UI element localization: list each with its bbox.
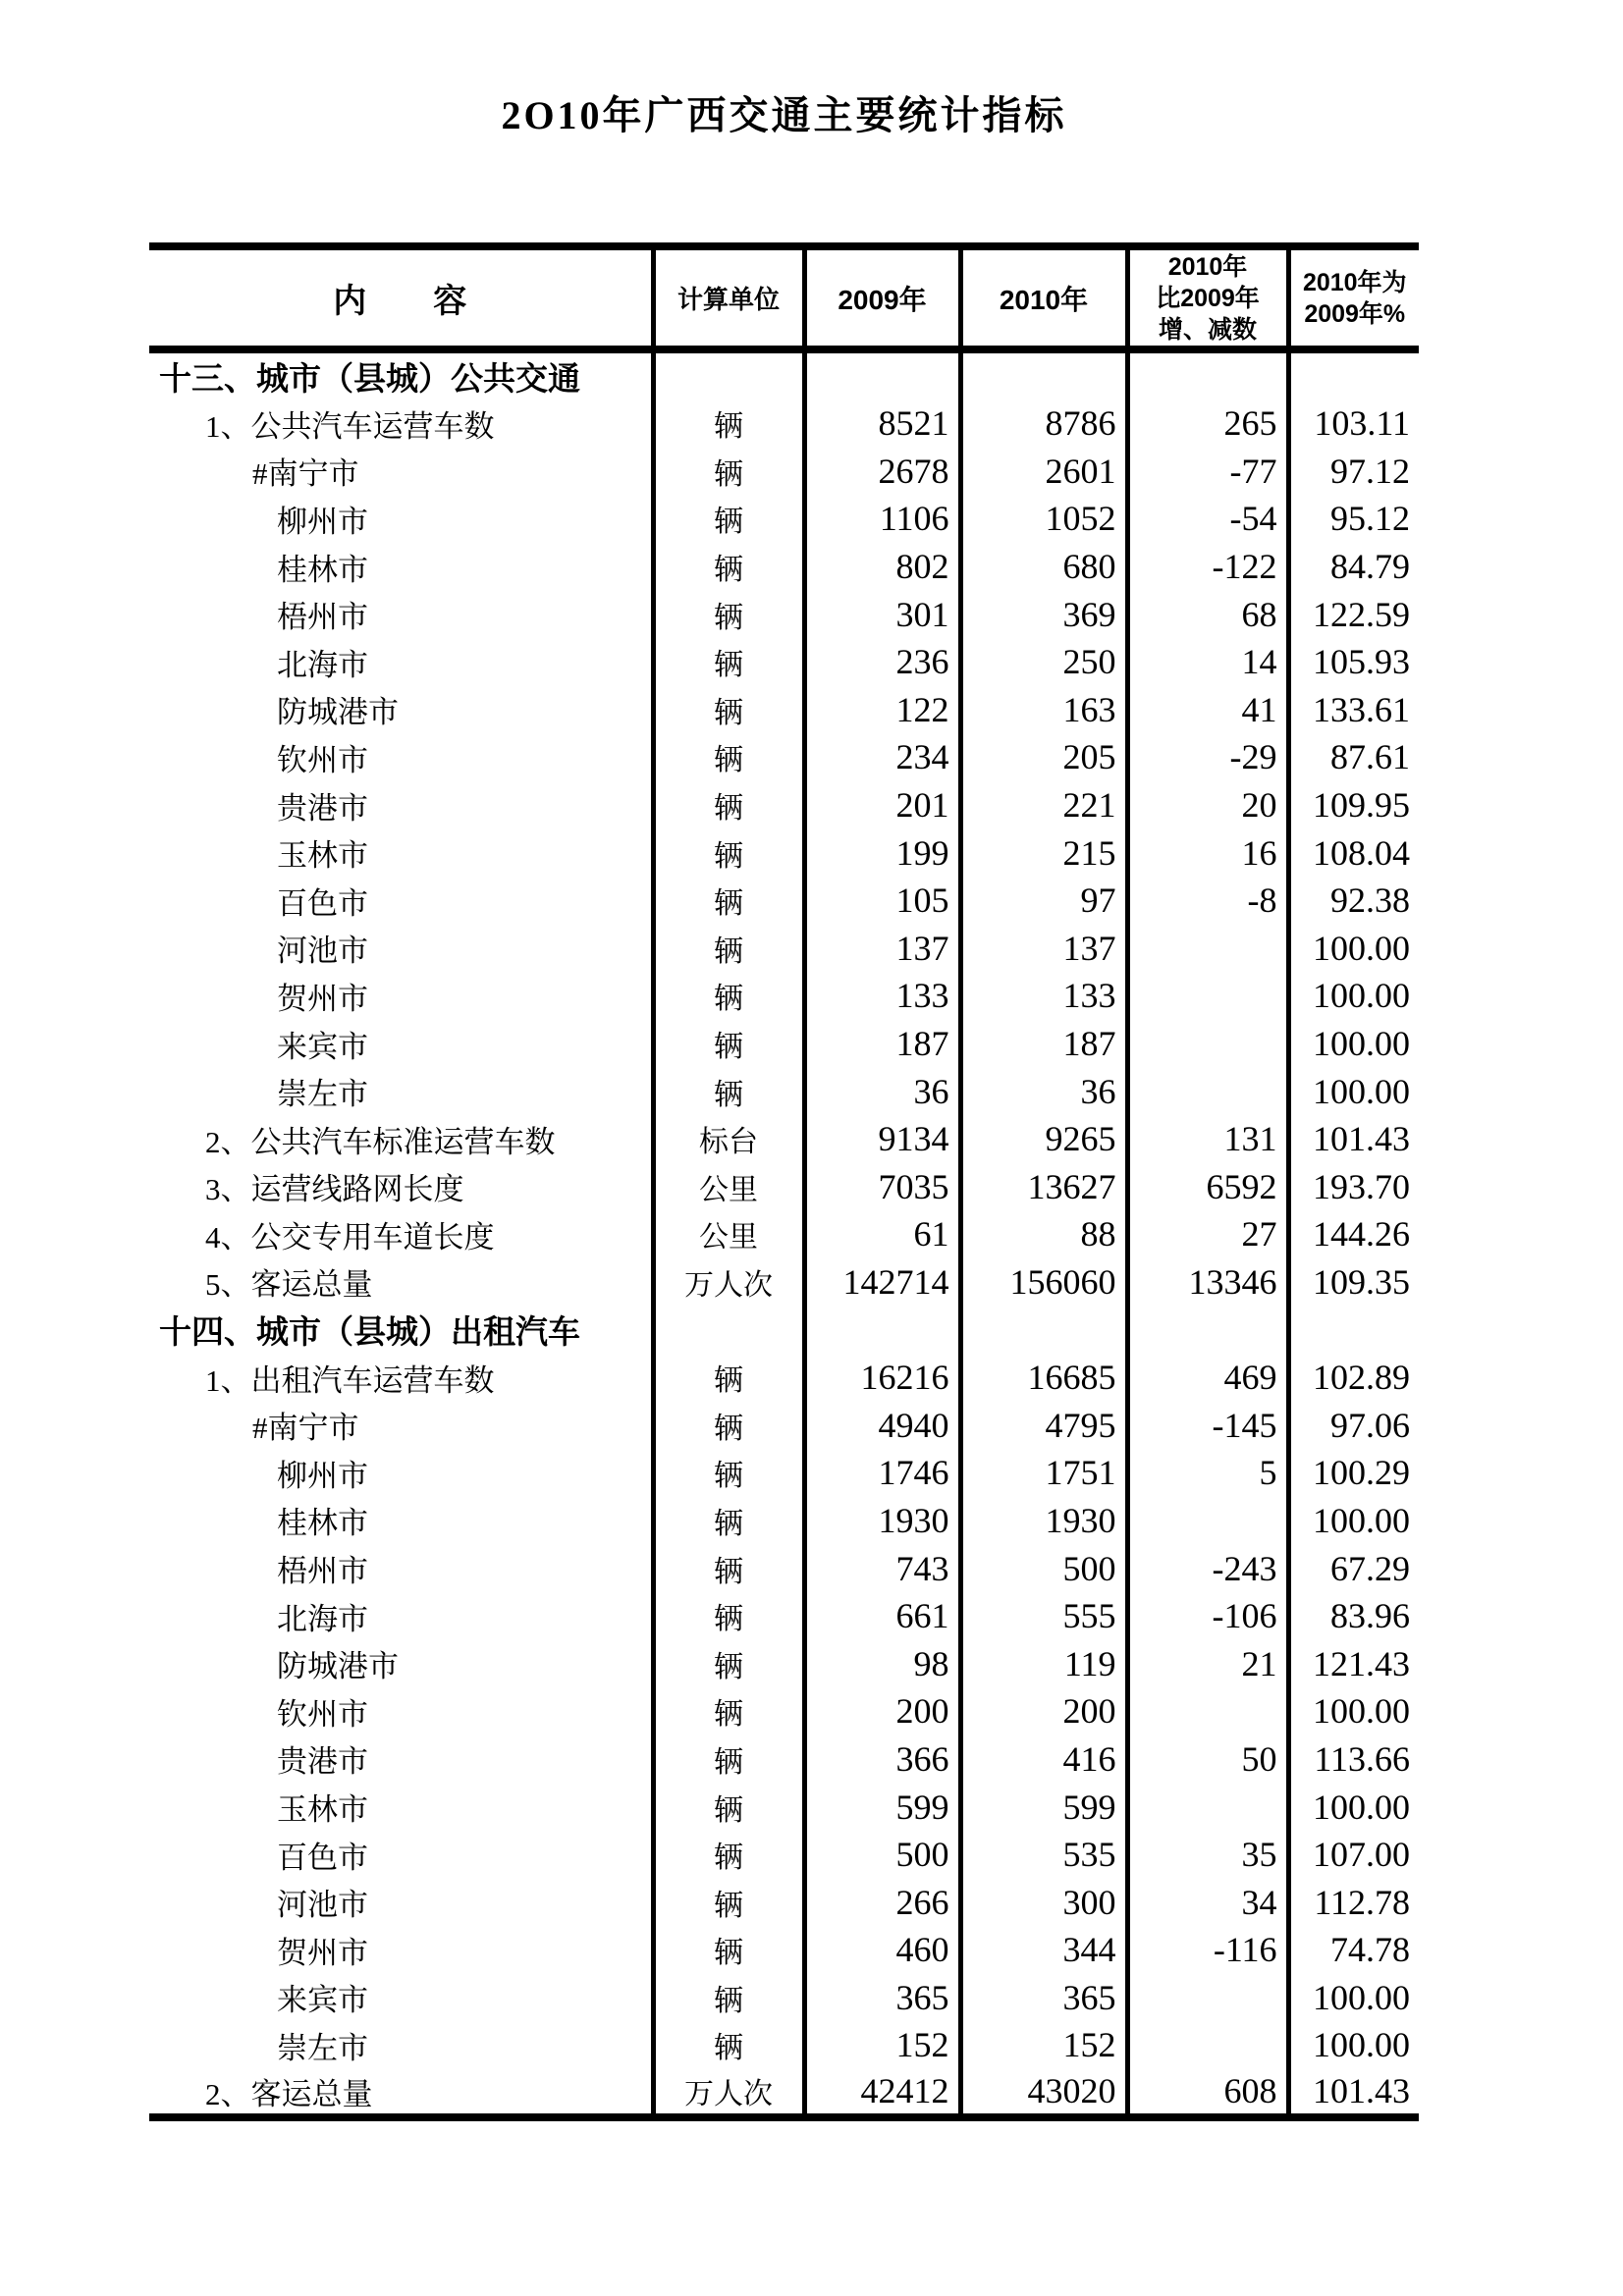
pct-cell: 109.35 — [1288, 1258, 1419, 1307]
pct-cell: 112.78 — [1288, 1878, 1419, 1926]
diff-cell: 16 — [1127, 828, 1288, 877]
y2010-cell: 200 — [960, 1687, 1127, 1735]
unit-cell: 辆 — [653, 972, 804, 1020]
header-row — [149, 246, 1419, 349]
table-row — [149, 495, 1419, 543]
y2010-cell: 205 — [960, 733, 1127, 781]
table-row — [149, 1592, 1419, 1640]
y2009-cell: 199 — [804, 828, 960, 877]
y2010-cell: 88 — [960, 1210, 1127, 1258]
unit-cell: 辆 — [653, 1974, 804, 2022]
table-row — [149, 2069, 1419, 2117]
header-diff — [1127, 246, 1288, 349]
table-row — [149, 1115, 1419, 1163]
unit-cell: 辆 — [653, 1449, 804, 1497]
y2010-cell: 2601 — [960, 448, 1127, 496]
pct-cell: 144.26 — [1288, 1210, 1419, 1258]
unit-cell: 辆 — [653, 638, 804, 686]
row-label-cell: 来宾市 — [277, 1983, 368, 2018]
diff-cell — [1127, 2021, 1288, 2069]
y2010-cell: 535 — [960, 1831, 1127, 1879]
y2009-cell: 802 — [804, 543, 960, 591]
table-row — [149, 1258, 1419, 1307]
diff-cell: 41 — [1127, 686, 1288, 734]
y2010-cell: 97 — [960, 877, 1127, 925]
row-label-cell: 梧州市 — [277, 1554, 368, 1589]
row-label-cell: 十四、城市（县城）出租汽车 — [159, 1313, 580, 1351]
diff-cell: 608 — [1127, 2069, 1288, 2117]
y2009-cell: 661 — [804, 1592, 960, 1640]
pct-cell: 100.00 — [1288, 2021, 1419, 2069]
unit-cell: 辆 — [653, 1354, 804, 1402]
unit-cell: 辆 — [653, 495, 804, 543]
y2009-cell: 1930 — [804, 1497, 960, 1545]
unit-cell: 标台 — [653, 1115, 804, 1163]
y2010-cell: 119 — [960, 1639, 1127, 1687]
diff-cell: 6592 — [1127, 1163, 1288, 1211]
diff-cell: -106 — [1127, 1592, 1288, 1640]
unit-cell: 公里 — [653, 1163, 804, 1211]
y2010-cell — [960, 1306, 1127, 1354]
header-2010: 2010年 — [960, 246, 1127, 349]
pct-cell: 83.96 — [1288, 1592, 1419, 1640]
y2009-cell: 365 — [804, 1974, 960, 2022]
y2009-cell: 201 — [804, 781, 960, 829]
y2009-cell: 234 — [804, 733, 960, 781]
unit-cell: 辆 — [653, 448, 804, 496]
pct-cell: 97.06 — [1288, 1401, 1419, 1449]
table-row — [149, 2021, 1419, 2069]
y2009-cell: 137 — [804, 925, 960, 973]
y2009-cell: 1106 — [804, 495, 960, 543]
row-label-cell: 2、客运总量 — [205, 2076, 373, 2111]
y2009-cell: 7035 — [804, 1163, 960, 1211]
diff-cell: -122 — [1127, 543, 1288, 591]
y2010-cell: 4795 — [960, 1401, 1127, 1449]
y2010-cell: 9265 — [960, 1115, 1127, 1163]
unit-cell: 辆 — [653, 400, 804, 448]
unit-cell — [653, 349, 804, 400]
table-row — [149, 1831, 1419, 1879]
pct-cell: 100.00 — [1288, 925, 1419, 973]
y2010-cell: 36 — [960, 1067, 1127, 1115]
header-pct-line: 2009年% — [1304, 299, 1406, 328]
pct-cell: 107.00 — [1288, 1831, 1419, 1879]
row-label-cell: 河池市 — [277, 934, 368, 969]
y2010-cell: 416 — [960, 1735, 1127, 1784]
row-label-cell: 贵港市 — [277, 1744, 368, 1780]
y2010-cell: 300 — [960, 1878, 1127, 1926]
pct-cell: 100.00 — [1288, 1974, 1419, 2022]
diff-cell: 265 — [1127, 400, 1288, 448]
row-label-cell: 来宾市 — [277, 1029, 368, 1064]
y2009-cell: 500 — [804, 1831, 960, 1879]
pct-cell: 121.43 — [1288, 1639, 1419, 1687]
diff-cell — [1127, 1306, 1288, 1354]
table-row — [149, 1449, 1419, 1497]
diff-cell: 27 — [1127, 1210, 1288, 1258]
y2010-cell: 13627 — [960, 1163, 1127, 1211]
y2010-cell: 500 — [960, 1544, 1127, 1592]
diff-cell: -29 — [1127, 733, 1288, 781]
pct-cell: 100.00 — [1288, 1687, 1419, 1735]
table-row — [149, 1878, 1419, 1926]
row-label-cell: 1、公共汽车运营车数 — [205, 408, 495, 444]
table-row — [149, 1544, 1419, 1592]
pct-cell: 108.04 — [1288, 828, 1419, 877]
pct-cell: 122.59 — [1288, 590, 1419, 638]
unit-cell: 辆 — [653, 1783, 804, 1831]
diff-cell: 5 — [1127, 1449, 1288, 1497]
row-label-cell: 柳州市 — [277, 1458, 368, 1493]
table-header — [149, 246, 1419, 349]
unit-cell: 辆 — [653, 1497, 804, 1545]
y2010-cell: 156060 — [960, 1258, 1127, 1307]
unit-cell: 辆 — [653, 877, 804, 925]
pct-cell: 92.38 — [1288, 877, 1419, 925]
row-label-cell: 贵港市 — [277, 790, 368, 826]
pct-cell: 133.61 — [1288, 686, 1419, 734]
row-label-cell: 钦州市 — [277, 1696, 368, 1732]
pct-cell: 105.93 — [1288, 638, 1419, 686]
unit-cell: 辆 — [653, 543, 804, 591]
header-diff-line: 增、减数 — [1158, 315, 1257, 344]
y2009-cell: 266 — [804, 1878, 960, 1926]
table-row — [149, 1401, 1419, 1449]
table-row — [149, 733, 1419, 781]
y2010-cell: 137 — [960, 925, 1127, 973]
y2009-cell: 743 — [804, 1544, 960, 1592]
pct-cell: 100.00 — [1288, 1020, 1419, 1068]
unit-cell: 辆 — [653, 1926, 804, 1974]
page-title: 2O10年广西交通主要统计指标 — [501, 93, 1067, 137]
diff-cell: 13346 — [1127, 1258, 1288, 1307]
row-label-cell: 百色市 — [277, 1840, 368, 1875]
pct-cell: 74.78 — [1288, 1926, 1419, 1974]
section-row — [149, 349, 1419, 400]
row-label-cell: 北海市 — [277, 647, 368, 682]
row-label-cell: 十三、城市（县城）公共交通 — [159, 360, 580, 397]
table-row — [149, 543, 1419, 591]
y2009-cell: 42412 — [804, 2069, 960, 2117]
pct-cell: 109.95 — [1288, 781, 1419, 829]
pct-cell: 101.43 — [1288, 2069, 1419, 2117]
unit-cell: 辆 — [653, 1831, 804, 1879]
pct-cell: 100.00 — [1288, 1497, 1419, 1545]
header-content: 内 容 — [149, 246, 653, 349]
row-label-cell: 玉林市 — [277, 1792, 368, 1828]
pct-cell: 103.11 — [1288, 400, 1419, 448]
diff-cell — [1127, 1974, 1288, 2022]
table-row — [149, 1974, 1419, 2022]
y2009-cell — [804, 349, 960, 400]
header-pct — [1288, 246, 1419, 349]
statistics-table — [149, 242, 1419, 2121]
header-pct-line: 2010年为 — [1302, 268, 1407, 296]
table-row — [149, 400, 1419, 448]
diff-cell: 131 — [1127, 1115, 1288, 1163]
y2009-cell: 187 — [804, 1020, 960, 1068]
y2009-cell — [804, 1306, 960, 1354]
header-unit: 计算单位 — [653, 246, 804, 349]
pct-cell: 100.00 — [1288, 972, 1419, 1020]
diff-cell: 68 — [1127, 590, 1288, 638]
pct-cell — [1288, 1306, 1419, 1354]
table-row — [149, 828, 1419, 877]
header-diff-line: 比2009年 — [1156, 284, 1260, 312]
table-row — [149, 1926, 1419, 1974]
table-row — [149, 1735, 1419, 1784]
table-row — [149, 972, 1419, 1020]
pct-cell: 67.29 — [1288, 1544, 1419, 1592]
pct-cell — [1288, 349, 1419, 400]
diff-cell: 14 — [1127, 638, 1288, 686]
y2009-cell: 105 — [804, 877, 960, 925]
pct-cell: 101.43 — [1288, 1115, 1419, 1163]
unit-cell: 辆 — [653, 1592, 804, 1640]
row-label-cell: 百色市 — [277, 885, 368, 921]
diff-cell: -54 — [1127, 495, 1288, 543]
y2009-cell: 142714 — [804, 1258, 960, 1307]
table-row — [149, 1210, 1419, 1258]
row-label-cell: 1、出租汽车运营车数 — [205, 1362, 495, 1398]
y2010-cell: 133 — [960, 972, 1127, 1020]
table-body — [149, 349, 1419, 2117]
unit-cell: 万人次 — [653, 1258, 804, 1307]
row-label-cell: 5、客运总量 — [205, 1267, 373, 1303]
row-label-cell: 北海市 — [277, 1601, 368, 1636]
diff-cell: -116 — [1127, 1926, 1288, 1974]
y2009-cell: 8521 — [804, 400, 960, 448]
unit-cell: 辆 — [653, 1639, 804, 1687]
table-row — [149, 781, 1419, 829]
unit-cell: 辆 — [653, 1020, 804, 1068]
pct-cell: 100.29 — [1288, 1449, 1419, 1497]
diff-cell — [1127, 1067, 1288, 1115]
row-label-cell: 河池市 — [277, 1888, 368, 1923]
row-label-cell: 3、运营线路网长度 — [205, 1172, 464, 1207]
row-label-cell: #南宁市 — [252, 1411, 359, 1446]
y2010-cell: 1751 — [960, 1449, 1127, 1497]
table-row — [149, 877, 1419, 925]
y2009-cell: 4940 — [804, 1401, 960, 1449]
table-row — [149, 448, 1419, 496]
row-label-cell: 贺州市 — [277, 1935, 368, 1970]
unit-cell: 辆 — [653, 1735, 804, 1784]
pct-cell: 100.00 — [1288, 1067, 1419, 1115]
y2009-cell: 133 — [804, 972, 960, 1020]
y2009-cell: 2678 — [804, 448, 960, 496]
y2010-cell: 250 — [960, 638, 1127, 686]
row-label-cell: 崇左市 — [277, 1077, 368, 1112]
y2009-cell: 122 — [804, 686, 960, 734]
table-row — [149, 1163, 1419, 1211]
table-row — [149, 925, 1419, 973]
diff-cell: -145 — [1127, 1401, 1288, 1449]
y2010-cell: 599 — [960, 1783, 1127, 1831]
row-label-cell: 玉林市 — [277, 838, 368, 874]
diff-cell — [1127, 349, 1288, 400]
diff-cell: -243 — [1127, 1544, 1288, 1592]
y2010-cell: 215 — [960, 828, 1127, 877]
y2010-cell: 369 — [960, 590, 1127, 638]
unit-cell: 辆 — [653, 781, 804, 829]
table-row — [149, 1067, 1419, 1115]
y2010-cell: 16685 — [960, 1354, 1127, 1402]
y2009-cell: 61 — [804, 1210, 960, 1258]
table-row — [149, 1639, 1419, 1687]
y2010-cell: 187 — [960, 1020, 1127, 1068]
y2010-cell: 1930 — [960, 1497, 1127, 1545]
unit-cell: 公里 — [653, 1210, 804, 1258]
y2009-cell: 98 — [804, 1639, 960, 1687]
diff-cell: 50 — [1127, 1735, 1288, 1784]
diff-cell: -8 — [1127, 877, 1288, 925]
row-label-cell: 桂林市 — [277, 552, 368, 587]
y2009-cell: 301 — [804, 590, 960, 638]
diff-cell: 469 — [1127, 1354, 1288, 1402]
diff-cell: 20 — [1127, 781, 1288, 829]
y2009-cell: 152 — [804, 2021, 960, 2069]
table-row — [149, 686, 1419, 734]
row-label-cell: 柳州市 — [277, 504, 368, 539]
y2009-cell: 460 — [804, 1926, 960, 1974]
diff-cell: 21 — [1127, 1639, 1288, 1687]
row-label-cell: 桂林市 — [277, 1506, 368, 1541]
row-label-cell: #南宁市 — [252, 456, 359, 492]
row-label-cell: 贺州市 — [277, 981, 368, 1016]
y2010-cell: 43020 — [960, 2069, 1127, 2117]
table-row — [149, 590, 1419, 638]
pct-cell: 84.79 — [1288, 543, 1419, 591]
y2010-cell: 8786 — [960, 400, 1127, 448]
diff-cell — [1127, 972, 1288, 1020]
y2009-cell: 36 — [804, 1067, 960, 1115]
diff-cell — [1127, 1783, 1288, 1831]
diff-cell — [1127, 1497, 1288, 1545]
row-label-cell: 2、公共汽车标准运营车数 — [205, 1124, 556, 1159]
pct-cell: 97.12 — [1288, 448, 1419, 496]
table-row — [149, 1783, 1419, 1831]
y2009-cell: 16216 — [804, 1354, 960, 1402]
unit-cell: 辆 — [653, 590, 804, 638]
y2010-cell: 365 — [960, 1974, 1127, 2022]
table-row — [149, 1354, 1419, 1402]
y2009-cell: 9134 — [804, 1115, 960, 1163]
y2010-cell: 555 — [960, 1592, 1127, 1640]
unit-cell: 辆 — [653, 1687, 804, 1735]
unit-cell: 辆 — [653, 925, 804, 973]
unit-cell: 辆 — [653, 2021, 804, 2069]
table-row — [149, 1497, 1419, 1545]
unit-cell: 辆 — [653, 1067, 804, 1115]
y2010-cell: 344 — [960, 1926, 1127, 1974]
unit-cell: 辆 — [653, 1544, 804, 1592]
y2009-cell: 366 — [804, 1735, 960, 1784]
y2009-cell: 1746 — [804, 1449, 960, 1497]
pct-cell: 113.66 — [1288, 1735, 1419, 1784]
row-label-cell: 防城港市 — [277, 695, 399, 730]
unit-cell: 万人次 — [653, 2069, 804, 2117]
unit-cell: 辆 — [653, 733, 804, 781]
row-label-cell: 4、公交专用车道长度 — [205, 1219, 495, 1255]
header-2009: 2009年 — [804, 246, 960, 349]
pct-cell: 100.00 — [1288, 1783, 1419, 1831]
unit-cell: 辆 — [653, 828, 804, 877]
pct-cell: 95.12 — [1288, 495, 1419, 543]
y2010-cell: 1052 — [960, 495, 1127, 543]
diff-cell — [1127, 925, 1288, 973]
y2010-cell: 163 — [960, 686, 1127, 734]
table-row — [149, 1687, 1419, 1735]
row-label-cell: 梧州市 — [277, 600, 368, 635]
pct-cell: 193.70 — [1288, 1163, 1419, 1211]
diff-cell: 35 — [1127, 1831, 1288, 1879]
header-diff-line: 2010年 — [1167, 252, 1248, 281]
pct-cell: 102.89 — [1288, 1354, 1419, 1402]
row-label-cell: 防城港市 — [277, 1649, 399, 1684]
row-label-cell: 钦州市 — [277, 742, 368, 777]
unit-cell: 辆 — [653, 1878, 804, 1926]
y2010-cell: 680 — [960, 543, 1127, 591]
y2010-cell: 152 — [960, 2021, 1127, 2069]
unit-cell: 辆 — [653, 1401, 804, 1449]
diff-cell: 34 — [1127, 1878, 1288, 1926]
unit-cell — [653, 1306, 804, 1354]
pct-cell: 87.61 — [1288, 733, 1419, 781]
y2010-cell: 221 — [960, 781, 1127, 829]
diff-cell — [1127, 1687, 1288, 1735]
table-row — [149, 638, 1419, 686]
unit-cell: 辆 — [653, 686, 804, 734]
diff-cell: -77 — [1127, 448, 1288, 496]
table-row — [149, 1020, 1419, 1068]
y2009-cell: 236 — [804, 638, 960, 686]
y2010-cell — [960, 349, 1127, 400]
y2009-cell: 200 — [804, 1687, 960, 1735]
section-row — [149, 1306, 1419, 1354]
row-label-cell: 崇左市 — [277, 2030, 368, 2065]
diff-cell — [1127, 1020, 1288, 1068]
y2009-cell: 599 — [804, 1783, 960, 1831]
